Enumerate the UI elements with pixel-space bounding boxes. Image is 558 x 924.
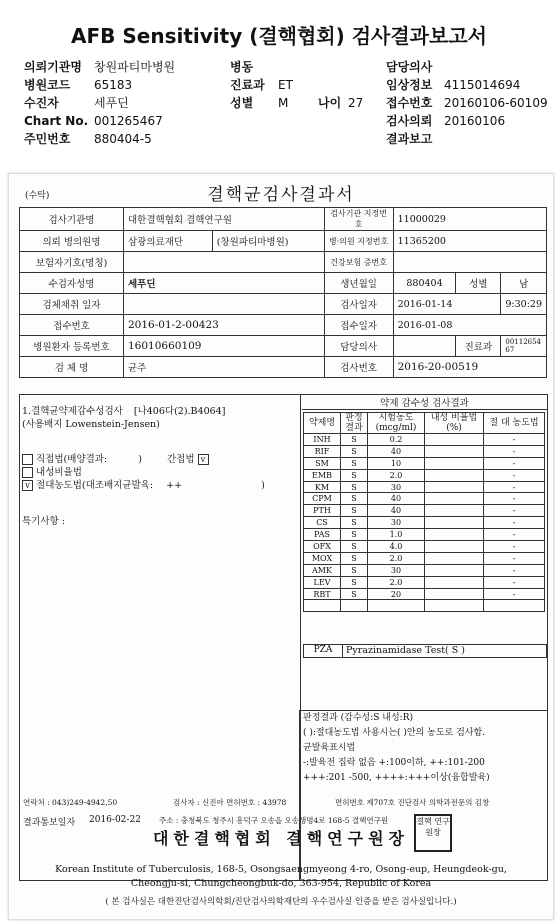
table-cell: 40 [368, 505, 425, 517]
table-row [304, 600, 545, 612]
table-cell [425, 469, 484, 481]
table-cell: 20 [368, 588, 425, 600]
table-row [304, 457, 545, 469]
table-cell: - [484, 564, 545, 576]
official-seal: 결핵 연구 원장 [414, 814, 452, 852]
header-row: 의뢰기관명 창원파티마병원 [24, 60, 176, 74]
table-cell [484, 600, 545, 612]
table-cell: 2.0 [368, 469, 425, 481]
special-note-label: 특기사항 : [22, 516, 65, 527]
table-row [304, 445, 545, 457]
table-cell: S [341, 529, 368, 541]
table-cell: S [341, 457, 368, 469]
table-cell [368, 600, 425, 612]
table-cell [425, 457, 484, 469]
indirect-method-checkbox: v [198, 454, 209, 465]
report-date: 2016-02-22 [89, 815, 141, 825]
table-cell: RIF [304, 445, 341, 457]
table-row: 검사기관명 대한결핵협회 결핵연구원 검사기관 지정번호 11000029 [20, 208, 547, 231]
table-cell [425, 529, 484, 541]
table-cell: AMK [304, 564, 341, 576]
table-cell: 2.0 [368, 576, 425, 588]
table-cell: S [341, 588, 368, 600]
scanned-result-form [8, 173, 554, 920]
drug-susceptibility-table [303, 412, 545, 612]
pza-label: PZA [304, 645, 343, 657]
drug-section-title: 약제 감수성 검사결과 [302, 395, 547, 410]
table-cell [304, 600, 341, 612]
table-cell: S [341, 541, 368, 553]
table-row [304, 564, 545, 576]
organization-name: 대한결핵협회 결핵연구원장 [152, 829, 410, 848]
table-cell: 10 [368, 457, 425, 469]
table-cell: - [484, 457, 545, 469]
form-title: 결핵균검사결과서 [207, 185, 355, 205]
report-date-label: 결과통보일자 [23, 818, 76, 828]
table-cell: S [341, 517, 368, 529]
direct-method-checkbox [22, 454, 33, 465]
table-cell: 1.0 [368, 529, 425, 541]
table-cell: - [484, 481, 545, 493]
patient-info-table [19, 207, 547, 378]
table-cell: INH [304, 434, 341, 446]
report-title: AFB Sensitivity (결핵협회) 검사결과보고서 [71, 24, 487, 48]
header-col1 [24, 58, 175, 148]
table-cell: - [484, 469, 545, 481]
table-row [304, 505, 545, 517]
table-cell: - [484, 434, 545, 446]
table-cell [425, 505, 484, 517]
table-row: 보험자기호(명칭) 건강보험 증번호 [20, 252, 547, 273]
table-cell: PAS [304, 529, 341, 541]
table-cell: - [484, 541, 545, 553]
table-cell [425, 517, 484, 529]
table-cell [425, 541, 484, 553]
indirect-method-label: 간접법 [166, 454, 195, 465]
culture-medium: (사용배지 Lowenstein-Jensen) [22, 419, 160, 430]
table-row [304, 588, 545, 600]
table-cell: RBT [304, 588, 341, 600]
age-label: 나이 [318, 96, 342, 110]
table-row: 검 체 명 균주 검사번호 2016-20-00519 [20, 357, 547, 378]
table-cell: - [484, 493, 545, 505]
table-cell [425, 600, 484, 612]
clinic-label: 진료과 [230, 78, 265, 92]
license: 면허번호 제707호 진단검사 의학과전문의 김창 [335, 798, 490, 807]
table-cell: S [341, 445, 368, 457]
test-code: [나406다(2).B4064] [133, 406, 226, 417]
table-cell [425, 481, 484, 493]
examiner: 검사자 : 신진아 면허번호 : 43978 [173, 798, 287, 807]
table-row [304, 529, 545, 541]
table-cell: - [484, 517, 545, 529]
table-cell: S [341, 481, 368, 493]
table-cell [425, 564, 484, 576]
absolute-method-checkbox: v [22, 480, 33, 491]
table-row [304, 552, 545, 564]
table-cell: - [484, 552, 545, 564]
table-cell: 40 [368, 445, 425, 457]
table-row [304, 576, 545, 588]
test-name: 1.결핵균약제감수성검사 [22, 406, 123, 417]
header-row: 수진자 세푸딘 [24, 96, 129, 110]
header-col3: 담당의사 임상정보 4115014694 접수번호 20160106-60109 검사의뢰 20160106 결과보고 [386, 60, 548, 146]
ratio-method-checkbox [22, 467, 33, 478]
table-cell: - [484, 529, 545, 541]
table-cell [425, 576, 484, 588]
table-cell: S [341, 576, 368, 588]
table-cell: - [484, 445, 545, 457]
header-row: 병원코드 65183 [24, 78, 133, 92]
table-row: 수검자성명 세푸딘 생년월일 880404 성별 남 [20, 273, 547, 294]
absolute-method-label: 절대농도법(대조배지균발육: [36, 480, 154, 491]
header-row: 주민번호 880404-5 [24, 132, 152, 146]
table-cell: - [484, 576, 545, 588]
table-cell: S [341, 564, 368, 576]
contact: 연락처 : 043)249-4942,50 [23, 798, 118, 807]
table-row [304, 517, 545, 529]
table-cell [425, 493, 484, 505]
table-cell: 30 [368, 481, 425, 493]
address-en-line1: Korean Institute of Tuberculosis, 168-5, Osongsaengmyeong 4-ro, Osong-eup, Heungdeok-gu, [55, 864, 507, 875]
table-cell: S [341, 469, 368, 481]
table-cell: 2.0 [368, 552, 425, 564]
table-row [304, 469, 545, 481]
table-cell: S [341, 552, 368, 564]
table-cell: S [341, 505, 368, 517]
table-cell: 30 [368, 517, 425, 529]
table-cell: 0.2 [368, 434, 425, 446]
header-row: Chart No. 001265467 [24, 114, 163, 128]
table-cell: CS [304, 517, 341, 529]
table-cell: SM [304, 457, 341, 469]
table-row: 의뢰 병의원명 삼광의료재단 (창원파티마병원) 병·의원 지정번호 11365200 [20, 231, 547, 252]
table-cell [425, 445, 484, 457]
table-cell: - [484, 505, 545, 517]
table-cell: OFX [304, 541, 341, 553]
sex-label: 성별 [230, 96, 254, 110]
table-cell: 4.0 [368, 541, 425, 553]
age-value: 27 [348, 96, 364, 110]
header-col2 [230, 58, 363, 112]
judgement-legend: 판정결과 (감수성:S 내성:R) ( ):절대농도법 사용시는( )안의 농도로 검사함. 균발육표시법 -:발육전 집락 없음 +:100이하, ++:101-200 +++:201 -500, ++++:+++이상(융합발육) [299, 710, 548, 881]
table-cell: MOX [304, 552, 341, 564]
table-header-row: 약제명 판정결과 시험농도 (mcg/ml) 내성 비율법(%) 절 대 농도법 [304, 413, 545, 434]
address-kr: 주소 : 충청북도 청주시 흥덕구 오송읍 오송생명4로 168-5 결핵연구원 [159, 816, 389, 825]
address-en-line2: Cheongju-si, Chungcheongbuk-do, 363-954, Republic of Korea [130, 878, 432, 889]
table-cell: LEV [304, 576, 341, 588]
table-row: 병원환자 등록번호 16010660109 담당의사 진료과 00112654 67 [20, 336, 547, 357]
table-row [304, 481, 545, 493]
table-cell: KM [304, 481, 341, 493]
table-cell [341, 600, 368, 612]
table-cell: EMB [304, 469, 341, 481]
table-row [304, 434, 545, 446]
pza-row [303, 644, 547, 658]
control-growth-value: ++ [166, 480, 183, 491]
table-cell: S [341, 493, 368, 505]
dept-label: 병동 [230, 60, 254, 74]
table-row: 검체채취 일자 검사일자 2016-01-14 9:30:29 [20, 294, 547, 315]
certification-note: ( 본 검사실은 대한진단검사의학회/진단검사의학재단의 우수검사실 인증을 받은 검사실입니다.) [105, 897, 457, 907]
table-cell [425, 434, 484, 446]
table-cell: PTH [304, 505, 341, 517]
table-cell [425, 552, 484, 564]
consignment-mark: (수탁) [25, 191, 50, 201]
table-cell: CPM [304, 493, 341, 505]
table-cell: - [484, 588, 545, 600]
table-row [304, 493, 545, 505]
table-cell [425, 588, 484, 600]
table-row [304, 541, 545, 553]
table-cell: 40 [368, 493, 425, 505]
clinic-value: ET [278, 78, 293, 92]
sex-value: M [278, 96, 289, 110]
pza-value: Pyrazinamidase Test( S ) [346, 645, 465, 656]
direct-method-label: 직접법(배양결과: [36, 454, 108, 465]
test-method-panel: 1.결핵균약제감수성검사 [나406다(2).B4064] (사용배지 Lowenstein-Jensen) 직접법(배양결과: ) 간접법 v 내성비율법 v 절대농도법(대조배지균발육: ++ ) 특기사항 : [20, 395, 301, 879]
table-cell: 30 [368, 564, 425, 576]
table-row: 접수번호 2016-01-2-00423 접수일자 2016-01-08 [20, 315, 547, 336]
table-cell: S [341, 434, 368, 446]
ratio-method-label: 내성비율법 [36, 467, 82, 478]
